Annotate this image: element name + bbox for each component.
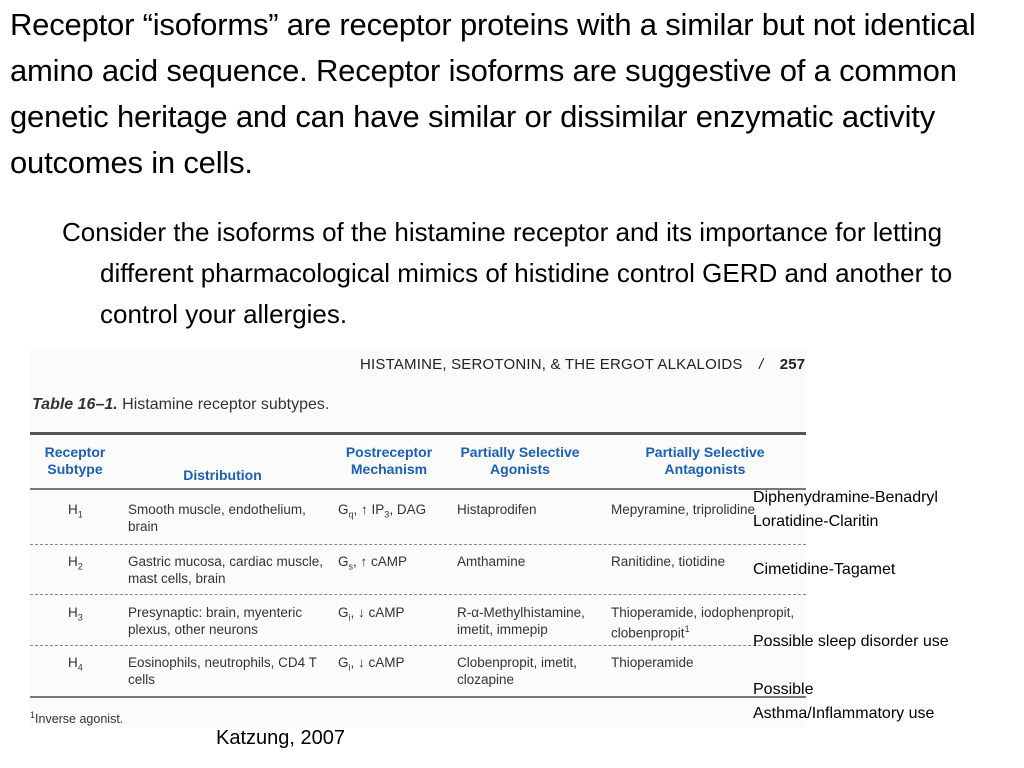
mech-g: G	[338, 655, 349, 670]
table-bottom-rule	[30, 696, 806, 698]
row-h1-antagonists: Mepyramine, triprolidine	[611, 502, 756, 517]
mech-text: , ↓ cAMP	[350, 605, 405, 620]
column-header-mechanism: Postreceptor Mechanism	[345, 444, 433, 477]
mech-g: G	[338, 554, 349, 569]
mech-text: , ↑ IP	[353, 502, 385, 517]
table-top-rule	[30, 432, 806, 435]
row-h3-distribution: Presynaptic: brain, myenteric plexus, other neurons	[128, 605, 303, 637]
column-header-antagonists: Partially Selective Antagonists	[645, 444, 765, 477]
note-h3: Possible sleep disorder use	[753, 633, 949, 650]
note-h1-line2: Loratidine-Claritin	[753, 513, 879, 530]
column-header-subtype: Receptor Subtype	[44, 444, 106, 477]
book-running-header	[360, 356, 805, 373]
row-h1-mechanism	[338, 501, 458, 524]
row-h4-distribution: Eosinophils, neutrophils, CD4 T cells	[128, 655, 317, 687]
drug-notes	[753, 486, 1023, 726]
mech-g-sub: i	[348, 612, 351, 623]
mech-g-sub: q	[348, 509, 354, 520]
row-h2-agonists: Amthamine	[457, 554, 526, 569]
running-header-text: HISTAMINE, SEROTONIN, & THE ERGOT ALKALOIDS	[360, 356, 743, 373]
mech-text: , ↓ cAMP	[350, 655, 405, 670]
row-h4-agonists: Clobenpropit, imetit, clozapine	[457, 655, 578, 687]
antagonist-text: Thioperamide, iodophenpropit, clobenpropit	[611, 605, 795, 641]
row-h3-agonists: R-α-Methylhistamine, imetit, immepip	[457, 605, 585, 637]
mech-g: G	[338, 605, 349, 620]
subtype-number: 3	[77, 612, 83, 623]
mech-end: , DAG	[389, 502, 427, 517]
table-label: Table 16–1.	[32, 396, 118, 413]
question-paragraph: Consider the isoforms of the histamine receptor and its importance for letting different pharmacological mimics of histidine control GERD and another to control your allergies.	[62, 217, 953, 329]
note-h2: Cimetidine-Tagamet	[753, 561, 896, 578]
mech-g: G	[338, 502, 349, 517]
table-title-text: Histamine receptor subtypes.	[122, 396, 330, 413]
row-h4-mechanism	[338, 654, 458, 677]
footnote-ref: 1	[684, 624, 690, 634]
subtype-letter: H	[68, 655, 78, 670]
column-header-distribution: Distribution	[183, 467, 262, 483]
row-divider	[30, 645, 806, 646]
mech-g-sub: i	[348, 662, 351, 673]
subtype-number: 2	[77, 561, 83, 572]
mech-ip-sub: 3	[384, 509, 390, 520]
row-h1-distribution: Smooth muscle, endothelium, brain	[128, 502, 306, 534]
mech-text: , ↑ cAMP	[353, 554, 408, 569]
subtype-letter: H	[68, 554, 78, 569]
histamine-table-scan	[30, 348, 806, 728]
row-h2-mechanism	[338, 553, 458, 576]
citation: Katzung, 2007	[216, 727, 345, 749]
mech-g-sub: s	[348, 561, 354, 572]
row-h4-antagonists: Thioperamide	[611, 655, 694, 670]
row-h3-subtype	[68, 604, 83, 627]
page-number: 257	[779, 356, 806, 373]
row-h2-distribution: Gastric mucosa, cardiac muscle, mast cells, brain	[128, 554, 324, 586]
footnote-mark: 1	[30, 710, 36, 720]
intro-paragraph: Receptor “isoforms” are receptor proteins with a similar but not identical amino acid sequence. Receptor isoforms are suggestive of a common genetic heritage and can have similar or dissimilar enzymatic activity outcomes in cells.	[10, 7, 976, 180]
subtype-letter: H	[68, 605, 78, 620]
note-h1-line1: Diphenydramine-Benadryl	[753, 489, 938, 506]
note-h4-line1: Possible	[753, 681, 814, 698]
header-bottom-rule	[30, 488, 806, 490]
note-h4-line2: Asthma/Inflammatory use	[753, 705, 935, 722]
subtype-number: 1	[77, 509, 83, 520]
subtype-number: 4	[77, 662, 83, 673]
row-divider	[30, 544, 806, 545]
row-h4-subtype	[68, 654, 83, 677]
table-title	[32, 396, 329, 414]
row-h3-mechanism	[338, 604, 458, 627]
table-footnote	[30, 707, 123, 728]
footnote-text: Inverse agonist.	[35, 712, 124, 727]
subtype-letter: H	[68, 502, 78, 517]
row-h1-subtype	[68, 501, 83, 524]
column-header-agonists: Partially Selective Agonists	[460, 444, 580, 477]
row-h2-antagonists: Ranitidine, tiotidine	[611, 554, 726, 569]
row-h1-agonists: Histaprodifen	[457, 502, 537, 517]
row-h2-subtype	[68, 553, 83, 576]
row-divider	[30, 594, 806, 595]
header-separator: /	[758, 356, 764, 373]
